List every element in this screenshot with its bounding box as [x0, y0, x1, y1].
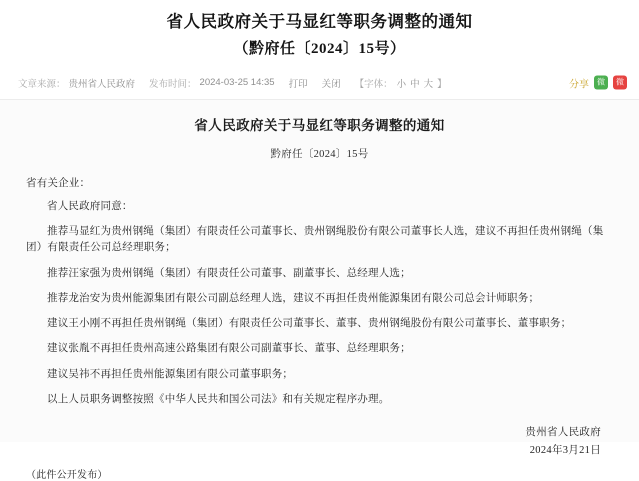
document-salutation: 省有关企业： — [26, 177, 91, 189]
share-label: 分享 — [569, 79, 589, 91]
share-group — [569, 75, 627, 90]
meta-publish-time — [149, 76, 275, 90]
document-paragraph: 建议王小刚不再担任贵州钢绳（集团）有限责任公司董事长、董事、贵州钢绳股份有限公司董事长、董事职务； — [47, 318, 572, 330]
weibo-share-icon[interactable]: 微 — [613, 76, 627, 90]
font-size-label: 【字体： — [354, 78, 393, 90]
font-size-control — [355, 76, 447, 90]
close-button[interactable]: 关闭 — [321, 78, 341, 90]
page-title: 省人民政府关于马显红等职务调整的通知 — [166, 12, 473, 31]
font-size-medium-button[interactable]: 中 — [410, 78, 420, 90]
page-header — [0, 0, 639, 67]
document-paragraph: 以上人员职务调整按照《中华人民共和国公司法》和有关规定程序办理。 — [47, 393, 390, 405]
meta-publish-label: 发布时间： — [149, 78, 197, 90]
meta-source — [18, 76, 135, 90]
font-size-large-button[interactable]: 大 — [423, 78, 434, 90]
font-size-label-end: 】 — [437, 78, 447, 90]
meta-publish-value: 2024-03-25 14:35 — [199, 77, 275, 89]
page-subtitle: （黔府任〔2024〕15号） — [233, 40, 406, 57]
document-footnote: （此件公开发布） — [26, 469, 108, 481]
document-paragraph: 推荐马显红为贵州钢绳（集团）有限责任公司董事长、贵州钢绳股份有限公司董事长人选，建议不再担任贵州钢绳（集团）有限责任公司总经理职务； — [26, 226, 604, 254]
document-paragraph: 推荐汪家强为贵州钢绳（集团）有限责任公司董事、副董事长、总经理人选； — [47, 267, 411, 279]
document-paragraph: 建议吴祎不再担任贵州能源集团有限公司董事职务； — [47, 368, 294, 380]
document-paragraph: 省人民政府同意： — [47, 200, 133, 212]
signature-organization: 贵州省人民政府 — [525, 427, 601, 439]
print-button[interactable]: 打印 — [288, 78, 308, 90]
font-size-small-button[interactable]: 小 — [396, 78, 407, 90]
document-paragraph: 推荐龙治安为贵州能源集团有限公司副总经理人选，建议不再担任贵州能源集团有限公司总会计师职务； — [47, 292, 540, 304]
signature-date: 2024年3月21日 — [529, 444, 601, 456]
document-title: 省人民政府关于马显红等职务调整的通知 — [194, 117, 445, 133]
meta-source-value: 贵州省人民政府 — [68, 78, 136, 90]
document-body — [0, 100, 639, 481]
wechat-share-icon[interactable]: 微 — [594, 76, 608, 90]
document-signature — [26, 424, 613, 460]
document-number: 黔府任〔2024〕15号 — [270, 148, 369, 160]
meta-bar — [0, 67, 639, 100]
meta-source-label: 文章来源： — [18, 78, 66, 90]
document-paragraph: 建议张胤不再担任贵州高速公路集团有限公司副董事长、董事、总经理职务； — [47, 343, 411, 355]
